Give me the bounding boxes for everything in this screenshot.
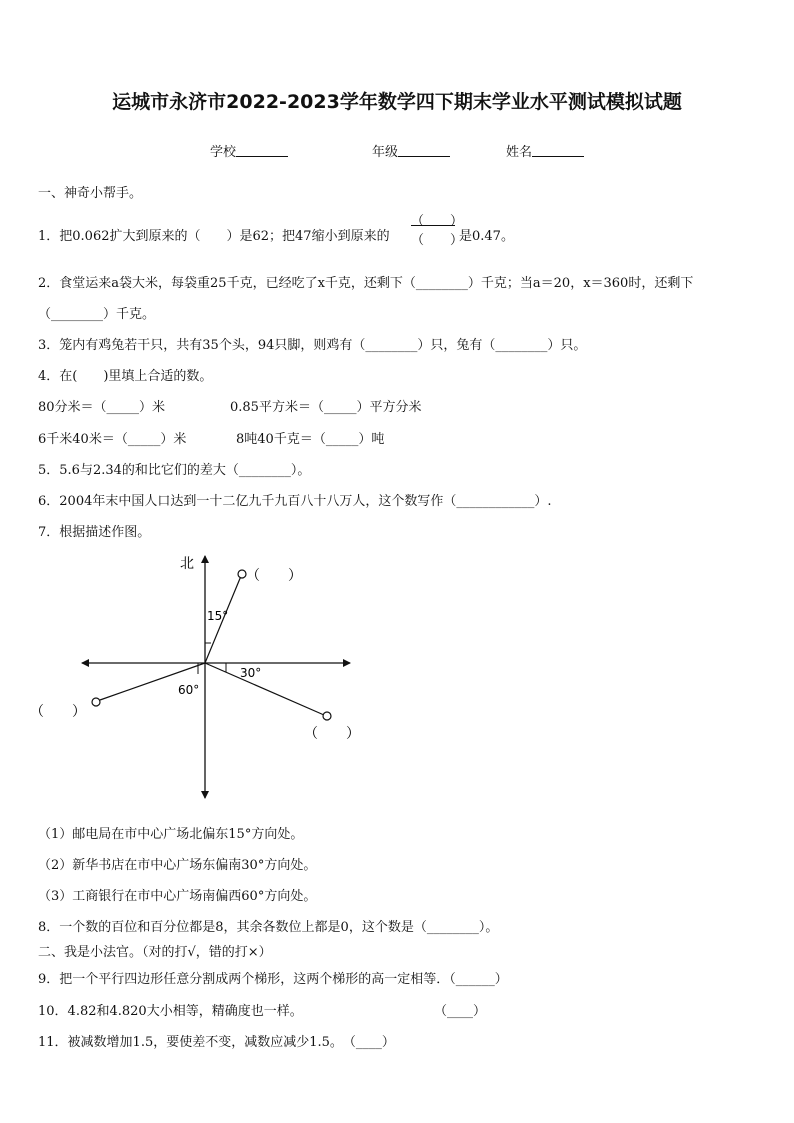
question-6: 6．2004年末中国人口达到一十二亿九千九百八十八万人，这个数写作（____________）. <box>38 494 552 509</box>
question-4-b: 0.85平方米＝（_____）平方分米 <box>230 400 422 415</box>
bank-point <box>92 698 100 706</box>
angle-60-label: 60° <box>178 683 200 697</box>
angle-30-label: 30° <box>240 666 262 680</box>
question-4-c: 6千米40米＝（_____）米 <box>38 432 187 447</box>
bank-blank[interactable]: （ ） <box>30 704 86 720</box>
question-10: 10．4.82和4.820大小相等，精确度也一样。 <box>38 1004 303 1019</box>
question-2-line-2: （________）千克。 <box>38 307 156 322</box>
bookstore-blank[interactable]: （ ） <box>304 726 360 742</box>
school-label: 学校 <box>210 145 237 160</box>
grade-field <box>372 141 450 160</box>
question-10-answer[interactable]: （____） <box>434 1004 487 1019</box>
post-office-blank[interactable]: （ ） <box>246 568 302 584</box>
section-1-heading: 一、神奇小帮手。 <box>38 186 143 201</box>
fraction-denominator: （ ） <box>411 233 464 248</box>
question-4-a: 80分米＝（_____）米 <box>38 400 166 415</box>
page-title: 运城市永济市2022-2023学年数学四下期末学业水平测试模拟试题 <box>112 91 682 113</box>
question-2-line-1: 2．食堂运来a袋大米，每袋重25千克，已经吃了x千克，还剩下（________）千克；当a＝20，x＝360时，还剩下 <box>38 276 694 291</box>
section-2-heading: 二、我是小法官。（对的打√，错的打×） <box>38 945 272 960</box>
grade-label: 年级 <box>372 145 399 160</box>
question-9: 9．把一个平行四边形任意分割成两个梯形，这两个梯形的高一定相等．（______） <box>38 972 508 987</box>
question-8: 8．一个数的百位和百分位都是8，其余各数位上都是0，这个数是（________）。 <box>38 920 499 935</box>
direction-diagram <box>30 548 370 808</box>
fraction-bar <box>411 225 455 226</box>
question-7-sub-3: （3）工商银行在市中心广场南偏西60°方向处。 <box>38 889 317 904</box>
question-1 <box>38 225 390 244</box>
question-7-sub-1: （1）邮电局在市中心广场北偏东15°方向处。 <box>38 827 304 842</box>
angle-15-label: 15° <box>207 609 229 623</box>
question-7-sub-2: （2）新华书店在市中心广场东偏南30°方向处。 <box>38 858 317 873</box>
grade-blank[interactable] <box>398 144 450 157</box>
name-field <box>506 141 584 160</box>
school-field <box>210 141 288 160</box>
question-5: 5．5.6与2.34的和比它们的差大（________）。 <box>38 463 311 478</box>
question-1-end: 是0.47。 <box>459 229 514 244</box>
question-3: 3．笼内有鸡兔若干只，共有35个头，94只脚，则鸡有（________）只，兔有（________）只。 <box>38 338 587 353</box>
question-1-text: 1．把0.062扩大到原来的（ ）是62；把47缩小到原来的 <box>38 229 390 244</box>
ray-east-south-30 <box>205 663 324 715</box>
question-4-d: 8吨40千克＝（_____）吨 <box>236 432 385 447</box>
question-7-stem: 7．根据描述作图。 <box>38 525 151 540</box>
post-office-point <box>238 570 246 578</box>
school-blank[interactable] <box>236 144 288 157</box>
question-11: 11．被减数增加1.5，要使差不变，减数应减少1.5。 （____） <box>38 1035 395 1050</box>
fraction-numerator: （ ） <box>411 214 464 229</box>
north-label: 北 <box>180 556 194 572</box>
name-label: 姓名 <box>506 145 533 160</box>
name-blank[interactable] <box>532 144 584 157</box>
question-4-stem: 4．在( )里填上合适的数。 <box>38 369 213 384</box>
bookstore-point <box>323 712 331 720</box>
question-1-fraction <box>411 210 464 248</box>
